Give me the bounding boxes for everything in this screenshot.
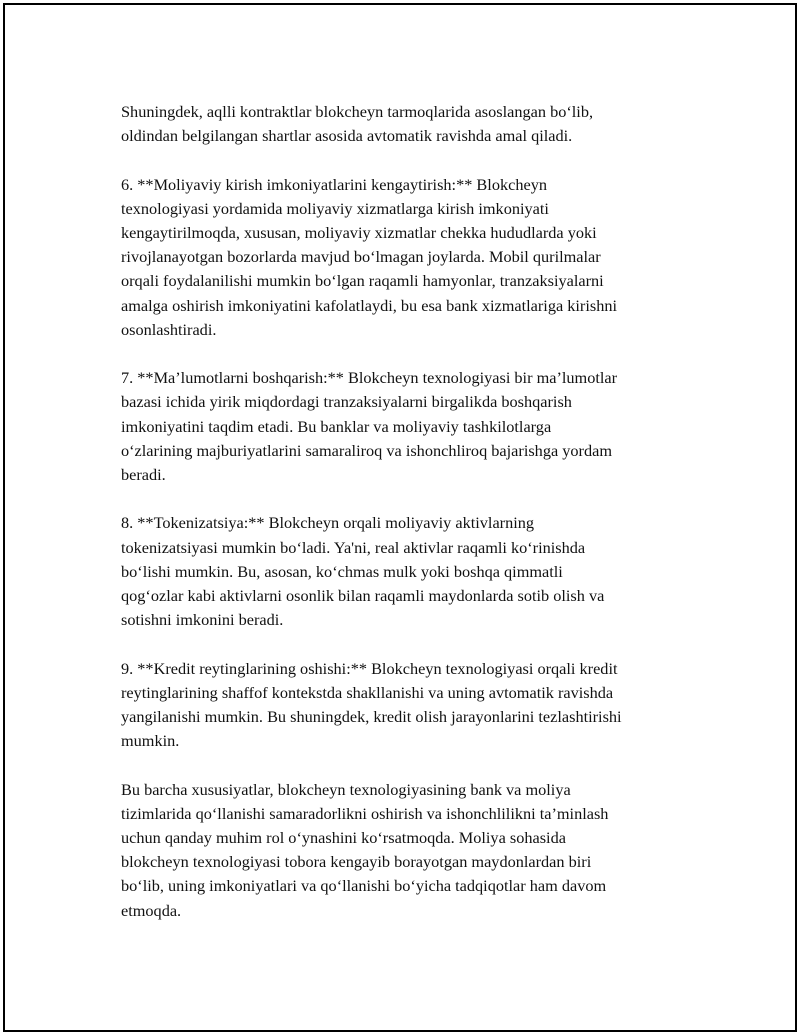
text-line: osonlashtiradi.	[121, 319, 217, 339]
text-line: beradi.	[121, 465, 166, 485]
text-line: reytinglarining shaffof kontekstda shakllanishi va uning avtomatik ravishda	[121, 682, 614, 702]
text-line: 6. **Moliyaviy kirish imkoniyatlarini kengaytirish:** Blokcheyn	[121, 174, 547, 194]
text-line: orqali foydalanilishi mumkin bo‘lgan raqamli hamyonlar, tranzaksiyalarni	[121, 271, 604, 291]
text-line: texnologiyasi yordamida moliyaviy xizmatlarga kirish imkoniyati	[121, 198, 549, 218]
paragraph-item-7-data-management	[121, 366, 701, 487]
text-line: rivojlanayotgan bozorlarda mavjud bo‘lmagan joylarda. Mobil qurilmalar	[121, 247, 601, 267]
text-line: yangilanishi mumkin. Bu shuningdek, kredit olish jarayonlarini tezlashtirishi	[121, 707, 622, 727]
text-line: Bu barcha xususiyatlar, blokcheyn texnologiyasining bank va moliya	[121, 779, 571, 799]
document-body	[121, 100, 701, 947]
text-line: sotishni imkonini beradi.	[121, 610, 284, 630]
text-line: etmoqda.	[121, 900, 182, 920]
paragraph-conclusion	[121, 778, 701, 923]
text-line: imkoniyatini taqdim etadi. Bu banklar va moliyaviy tashkilotlarga	[121, 416, 552, 436]
paragraph-item-6-financial-access	[121, 173, 701, 342]
text-line: 9. **Kredit reytinglarining oshishi:** Blokcheyn texnologiyasi orqali kredit	[121, 658, 618, 678]
text-line: mumkin.	[121, 731, 180, 751]
text-line: o‘zlarining majburiyatlarini samaraliroq va ishonchliroq bajarishga yordam	[121, 440, 612, 460]
text-line: blokcheyn texnologiyasi tobora kengayib borayotgan maydonlardan biri	[121, 852, 592, 872]
paragraph-smart-contracts	[121, 100, 701, 148]
text-line: amalga oshirish imkoniyatini kafolatlaydi, bu esa bank xizmatlariga kirishni	[121, 295, 618, 315]
text-line: tizimlarida qo‘llanishi samaradorlikni oshirish va ishonchlilikni ta’minlash	[121, 803, 609, 823]
paragraph-item-8-tokenization	[121, 511, 701, 632]
text-line: uchun qanday muhim rol o‘ynashini ko‘rsatmoqda. Moliya sohasida	[121, 828, 566, 848]
text-line: tokenizatsiyasi mumkin bo‘ladi. Ya'ni, real aktivlar raqamli ko‘rinishda	[121, 537, 586, 557]
text-line: bo‘lib, uning imkoniyatlari va qo‘llanishi bo‘yicha tadqiqotlar ham davom	[121, 876, 607, 896]
text-line: qog‘ozlar kabi aktivlarni osonlik bilan raqamli maydonlarda sotib olish va	[121, 586, 605, 606]
text-line: 7. **Ma’lumotlarni boshqarish:** Blokcheyn texnologiyasi bir ma’lumotlar	[121, 368, 618, 388]
paragraph-item-9-credit-ratings	[121, 657, 701, 754]
text-line: Shuningdek, aqlli kontraktlar blokcheyn tarmoqlarida asoslangan bo‘lib,	[121, 102, 594, 121]
text-line: kengaytirilmoqda, xususan, moliyaviy xizmatlar chekka hududlarda yoki	[121, 223, 597, 242]
text-line: oldindan belgilangan shartlar asosida avtomatik ravishda amal qiladi.	[121, 126, 573, 146]
page-frame	[3, 3, 797, 1032]
text-line: bo‘lishi mumkin. Bu, asosan, ko‘chmas mulk yoki boshqa qimmatli	[121, 561, 563, 581]
text-line: bazasi ichida yirik miqdordagi tranzaksiyalarni birgalikda boshqarish	[121, 392, 572, 412]
text-line: 8. **Tokenizatsiya:** Blokcheyn orqali moliyaviy aktivlarning	[121, 513, 535, 533]
